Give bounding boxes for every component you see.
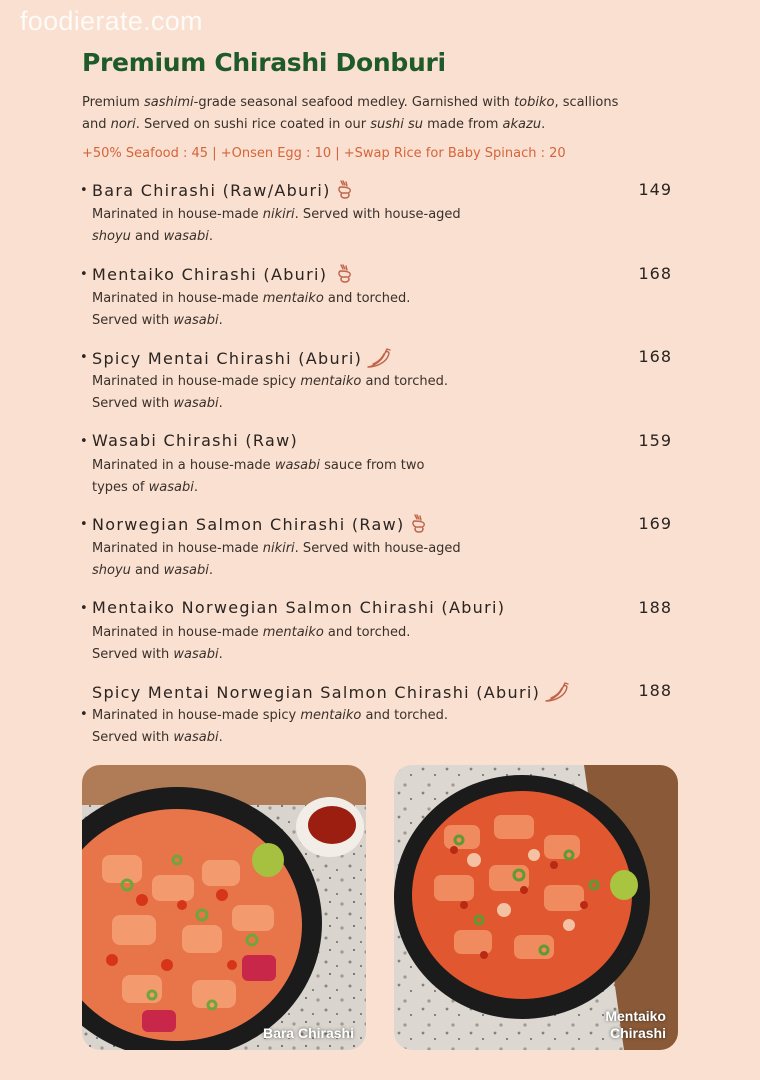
addons-line: +50% Seafood : 45 | +Onsen Egg : 10 | +Swap Rice for Baby Spinach : 20 xyxy=(82,146,566,161)
watermark: foodierate.com xyxy=(20,6,203,36)
item-name: Mentaiko Norwegian Salmon Chirashi (Aburi) xyxy=(92,598,506,617)
chef-recommend-icon xyxy=(337,180,353,200)
item-description: Marinated in house-made mentaiko and torched. Served with wasabi. xyxy=(92,291,411,328)
chef-recommend-icon xyxy=(411,514,427,534)
item-description: Marinated in house-made nikiri. Served with house-aged shoyu and wasabi. xyxy=(92,541,461,578)
item-name: Norwegian Salmon Chirashi (Raw) xyxy=(92,514,427,534)
item-description: Marinated in house-made nikiri. Served with house-aged shoyu and wasabi. xyxy=(92,207,461,244)
bullet: • xyxy=(80,267,88,282)
item-price: 188 xyxy=(638,681,672,700)
bullet: • xyxy=(80,183,88,198)
bullet: • xyxy=(80,707,88,722)
item-description: Marinated in house-made spicy mentaiko and torched. Served with wasabi. xyxy=(92,374,448,411)
item-name: Mentaiko Chirashi (Aburi) xyxy=(92,264,353,284)
item-description: Marinated in house-made mentaiko and torched. Served with wasabi. xyxy=(92,625,411,662)
mentaiko-chirashi-photo xyxy=(394,765,678,1050)
item-name: Bara Chirashi (Raw/Aburi) xyxy=(92,180,353,200)
bara-chirashi-photo xyxy=(82,765,366,1050)
item-description: Marinated in a house-made wasabi sauce from two types of wasabi. xyxy=(92,458,425,495)
bullet: • xyxy=(80,601,88,616)
item-description: Marinated in house-made spicy mentaiko and torched. Served with wasabi. xyxy=(92,708,448,745)
chef-recommend-icon xyxy=(337,264,353,284)
item-name: Spicy Mentai Chirashi (Aburi) xyxy=(92,347,392,369)
bullet: • xyxy=(80,434,88,449)
photo-caption: Bara Chirashi xyxy=(262,1025,354,1041)
intro-text: Premium sashimi-grade seasonal seafood medley. Garnished with tobiko, scallions and nori. Served on sushi rice coated in our sushi su made from akazu. xyxy=(82,95,619,132)
item-price: 159 xyxy=(638,431,672,450)
bullet: • xyxy=(80,517,88,532)
photo-caption: Mentaiko Chirashi xyxy=(605,1008,666,1041)
item-price: 149 xyxy=(638,180,672,199)
chili-icon xyxy=(542,681,570,703)
item-price: 168 xyxy=(638,264,672,283)
item-price: 168 xyxy=(638,347,672,366)
item-name: Spicy Mentai Norwegian Salmon Chirashi (Aburi) xyxy=(92,681,570,703)
bullet: • xyxy=(80,350,88,365)
item-price: 188 xyxy=(638,598,672,617)
page-title: Premium Chirashi Donburi xyxy=(82,48,446,77)
chili-icon xyxy=(364,347,392,369)
item-name: Wasabi Chirashi (Raw) xyxy=(92,431,299,450)
item-price: 169 xyxy=(638,514,672,533)
bara-chirashi-image xyxy=(82,765,366,1050)
